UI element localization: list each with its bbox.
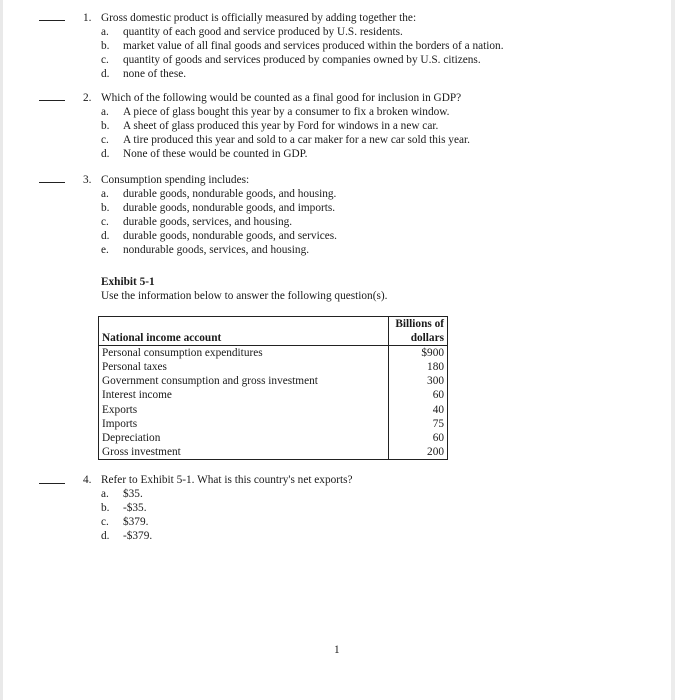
table-header-row xyxy=(99,317,448,346)
page-edge-right xyxy=(671,0,675,700)
option-d: d. durable goods, nondurable goods, and services. xyxy=(101,230,337,242)
option-d: d. None of these would be counted in GDP. xyxy=(101,148,308,160)
exhibit-title: Exhibit 5-1 xyxy=(101,276,155,288)
answer-blank-2[interactable] xyxy=(39,100,65,101)
option-d: d. -$379. xyxy=(101,530,153,542)
table-row: Imports 75 xyxy=(99,417,448,431)
table-row: Gross investment 200 xyxy=(99,445,448,460)
table-row: Exports 40 xyxy=(99,403,448,417)
option-b: b. A sheet of glass produced this year by Ford for windows in a new car. xyxy=(101,120,439,132)
exhibit-description: Use the information below to answer the following question(s). xyxy=(101,290,388,302)
question-stem: Refer to Exhibit 5-1. What is this country's net exports? xyxy=(101,474,353,486)
option-b: b. -$35. xyxy=(101,502,147,514)
answer-blank-3[interactable] xyxy=(39,182,65,183)
option-c: c. durable goods, services, and housing. xyxy=(101,216,293,228)
page-edge-left xyxy=(0,0,3,700)
page-number: 1 xyxy=(334,644,340,656)
table-row: Interest income 60 xyxy=(99,388,448,402)
option-b: b. market value of all final goods and services produced within the borders of a nation. xyxy=(101,40,504,52)
question-stem: Gross domestic product is officially measured by adding together the: xyxy=(101,12,417,24)
question-stem: Consumption spending includes: xyxy=(101,174,250,186)
option-c: c. $379. xyxy=(101,516,149,528)
question-number: 2. xyxy=(83,92,92,104)
question-stem: Which of the following would be counted as a final good for inclusion in GDP? xyxy=(101,92,462,104)
option-a: a. $35. xyxy=(101,488,143,500)
column-header-account: National income account xyxy=(99,317,389,346)
option-a: a. quantity of each good and service produced by U.S. residents. xyxy=(101,26,403,38)
question-number: 3. xyxy=(83,174,92,186)
question-number: 4. xyxy=(83,474,92,486)
option-c: c. quantity of goods and services produced by companies owned by U.S. citizens. xyxy=(101,54,481,66)
answer-blank-1[interactable] xyxy=(39,20,65,21)
question-number: 1. xyxy=(83,12,92,24)
column-header-amount: Billions of dollars xyxy=(389,317,448,346)
table-row: Personal consumption expenditures $900 xyxy=(99,346,448,361)
option-e: e. nondurable goods, services, and housing. xyxy=(101,244,310,256)
option-a: a. durable goods, nondurable goods, and housing. xyxy=(101,188,337,200)
option-b: b. durable goods, nondurable goods, and imports. xyxy=(101,202,336,214)
table-row: Government consumption and gross investment 300 xyxy=(99,374,448,388)
answer-blank-4[interactable] xyxy=(39,483,65,484)
table-row: Personal taxes 180 xyxy=(99,360,448,374)
national-income-table xyxy=(98,316,448,460)
option-d: d. none of these. xyxy=(101,68,187,80)
table-row: Depreciation 60 xyxy=(99,431,448,445)
option-a: a. A piece of glass bought this year by a consumer to fix a broken window. xyxy=(101,106,450,118)
option-c: c. A tire produced this year and sold to a car maker for a new car sold this year. xyxy=(101,134,470,146)
